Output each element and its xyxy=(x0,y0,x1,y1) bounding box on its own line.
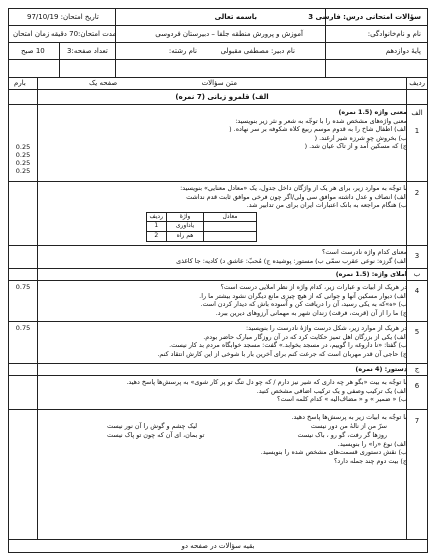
q2-intro: با توجّه به موارد زیر، برای هر یک از واژگان داخل جدول، یک «معادل معنایی» بنویسید: xyxy=(180,184,407,192)
q2-r1-num: 1 xyxy=(146,222,166,232)
question-5 xyxy=(37,324,407,358)
q4-a: الف) دیوار مسکین آنها و جوانی که از هیچ چیزی مانع دیگران نشود بیشتر ما را. xyxy=(199,291,407,300)
section-b-label: ب xyxy=(413,270,421,278)
q2-col-equiv: معادل xyxy=(204,212,257,222)
section-a-title: الف) قلمرو زبانی (7 نمره) xyxy=(175,93,269,101)
q4-number: 4 xyxy=(414,287,420,295)
q6-number: 6 xyxy=(414,382,420,390)
questions-text-header: متن سؤالات xyxy=(201,79,237,87)
q1-c: ج) که مسکین آمد و از تاک عیان شد. ( xyxy=(304,142,407,151)
exam-duration: مدت امتحان:70 دقیقه xyxy=(51,30,117,38)
q1-b: ب) بخروش چو شرزه شیر ارغند. ( xyxy=(314,133,407,142)
question-1 xyxy=(37,108,407,151)
page-count: تعداد صفحه:3 xyxy=(67,47,108,55)
question-7 xyxy=(37,413,407,465)
q5-score: 0.75 xyxy=(15,324,31,332)
q7-verse-1 xyxy=(37,422,407,431)
q4-intro: در هریک از ابیات و عبارات زیر، کدام واژه از نظر املایی درست است؟ xyxy=(220,283,407,291)
question-3 xyxy=(37,248,407,265)
q5-a: الف) یکی از بزرگان اهل تمیز حکایت کرد که در آن روزگار مبارک حاضر بودم. xyxy=(203,332,407,341)
page-one-header: صفحه یک xyxy=(89,79,118,87)
q5-intro: در هریک از موارد زیر، شکل درست واژهٔ نادرست را بنویسید: xyxy=(245,324,407,332)
q7-c: ج) بیت دوم چند جمله دارد؟ xyxy=(333,456,407,465)
q5-number: 5 xyxy=(414,328,420,336)
q7-intro: با توجّه به ابیات زیر به پرسش‌ها پاسخ دهید. xyxy=(291,413,407,421)
section-a-label: الف xyxy=(411,109,423,117)
q1-a-score: 0.25 xyxy=(15,143,31,151)
q7-v2-first-half: روزها گر رفت، گو رو ، باک نیست xyxy=(297,430,387,439)
section-c-label: ج xyxy=(414,365,420,373)
exam-date: تاریخ امتحان: 97/10/19 xyxy=(27,13,99,21)
q2-equiv-table xyxy=(146,212,257,242)
org-name: آموزش و پرورش منطقه جلفا – دبیرستان فردوسی xyxy=(155,30,303,38)
q1-c-score: 0.25 xyxy=(15,159,31,167)
q4-b: ب) «ه»که به یکی رسید، آن را دریافت کن و آسوده باش که دیدار کردن است. xyxy=(200,300,407,309)
exam-header xyxy=(9,9,427,78)
question-2 xyxy=(37,184,407,242)
q7-v2-second-half: تو بمان، ای آن که چون تو پاک نیست xyxy=(107,430,205,439)
q2-a: الف) انصاف و عدل داشته موافق سی ولی/اگر چون فرخی موافق ثابت قدم نداشت xyxy=(186,192,407,201)
score-header: بارم xyxy=(14,79,26,87)
q6-a: الف) یک ترکیب وصفی و یک ترکیب اضافی مشخص کنید. xyxy=(256,386,407,395)
q5-b: ب) گفتا: «نا داروغه را گوییم، در مسجد بخوابد.» گفت: مسجد خوابگاه مردم بد کار نیست. xyxy=(169,341,407,350)
q2-r2-num: 2 xyxy=(146,231,166,241)
q7-number: 7 xyxy=(414,417,420,425)
q1-title: معنی واژه (1.5 نمره) xyxy=(338,108,407,116)
grade-label: پایهٔ دوازدهم xyxy=(385,47,421,55)
q2-number: 2 xyxy=(414,189,420,197)
radif-column xyxy=(406,77,427,540)
exam-sheet xyxy=(8,8,428,553)
q7-v1-first-half: سرّ من از نالهٔ من دور نیست xyxy=(310,421,387,430)
q7-b: ب) نقش دستوری قسمت‌های مشخص شده را بنویسید. xyxy=(260,448,407,457)
q7-verse-2 xyxy=(37,431,407,440)
q2-r2-equiv[interactable] xyxy=(204,231,257,241)
q7-a: الف) نوع «را» را بنویسید. xyxy=(337,439,407,448)
bismillah: باسمه تعالی xyxy=(214,13,257,21)
q2-b: ب) هنگام مراجعه به بانک اعتبارات ایران برای من تدابیر شد. xyxy=(246,201,407,210)
q3-number: 3 xyxy=(414,252,420,260)
questions-table-head xyxy=(9,77,427,90)
q4-c: ج) ما را از آن (قربت، فرقت) زندان شهر به مهمانی آرزوهای دیرین ببرد. xyxy=(215,308,407,317)
q6-b: ب) « ضمیر » و « مضاف‌الیه » کدام کلمه است؟ xyxy=(277,395,407,404)
q3-options: الف) گرزه: نوعی عقرب سمّی ب) مستور: پوشیده ج) مُحبّ: عاشق د) کادیه: جا کاغذی xyxy=(176,256,407,265)
section-c-title: دستور: (4 نمره) xyxy=(355,365,407,373)
q2-r1-word: یادآوری xyxy=(167,222,204,232)
q2-col-word: واژهٔ xyxy=(167,212,204,222)
q1-number: 1 xyxy=(414,127,420,135)
q1-intro: معنی واژه‌های مشخص شده را با توجّه به شعر و نثر زیر بنویسید: xyxy=(235,116,407,125)
q2-r2-word: هم راه xyxy=(167,231,204,241)
radif-header: ردیف xyxy=(409,79,425,87)
question-6 xyxy=(37,378,407,404)
q1-d-score: 0.25 xyxy=(15,167,31,175)
question-4 xyxy=(37,283,407,317)
q5-c: ج) حاجی آن قدر مهربان است که جرعت کنم برای آخرین بار با شوخی از این کارش انتقاد کنم. xyxy=(157,349,407,358)
exam-time-value: 10 صبح xyxy=(21,47,45,55)
q1-a: الف) اطفال شاخ را به قدوم موسم ربیع کلاه شکوفه بر سر نهاده. ( xyxy=(229,125,407,134)
section-b-title: املای واژه: (1.5 نمره) xyxy=(335,270,407,278)
q3-intro: معنای کدام واژه نادرست است؟ xyxy=(321,248,407,256)
q7-v1-second-half: لیک چشم و گوش را آن نور نیست xyxy=(107,421,198,430)
q1-b-score: 0.25 xyxy=(15,151,31,159)
student-name-label: نام و نام‌خانوادگی: xyxy=(367,30,421,38)
q2-col-row: ردیف xyxy=(146,212,166,222)
page-footer: بقیه سؤالات در صفحه دو xyxy=(9,539,427,552)
exam-time-label: زمان امتحان xyxy=(13,30,50,38)
q2-r1-equiv[interactable] xyxy=(204,222,257,232)
q6-intro: با توجّه به بیت «بگو هر چه داری که شیر نیز دارم / که چو دل تنگ تو پر کار شوی» به پرسش‌ها پاسخ دهید. xyxy=(126,378,407,386)
teacher-name: نام دبیر: مصطفی مقبولی xyxy=(220,47,295,55)
exam-title: سؤالات امتحانی درس: فارسی 3 xyxy=(308,13,421,21)
q4-score: 0.75 xyxy=(15,283,31,291)
field-label: نام رشته: xyxy=(168,47,197,55)
